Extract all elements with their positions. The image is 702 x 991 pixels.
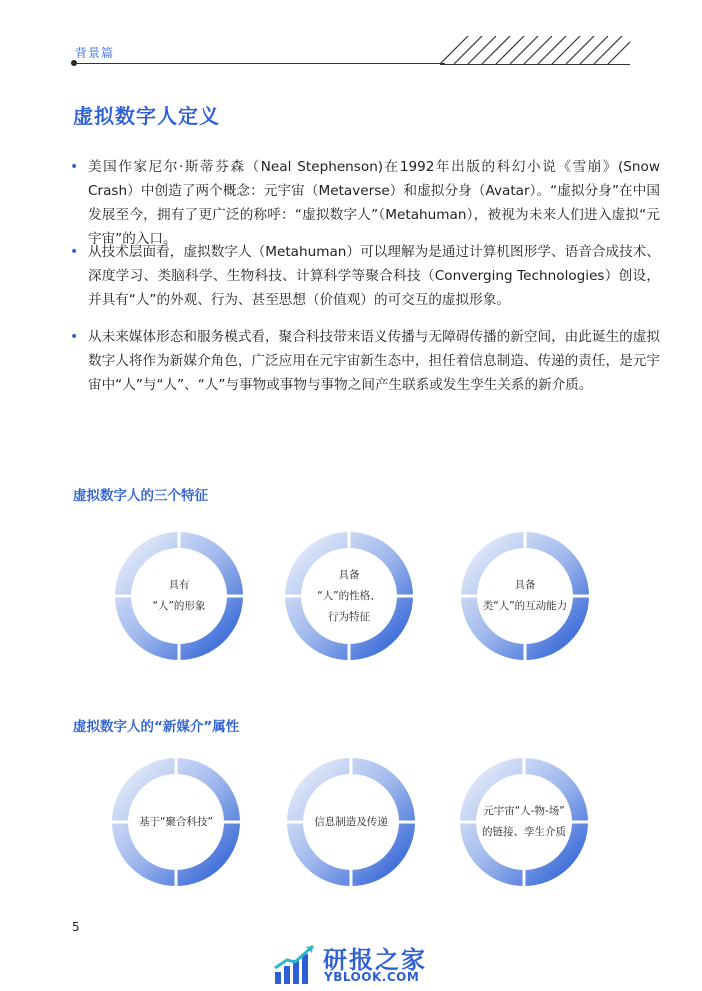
circle-label [133,550,225,642]
bullet-marker: • [70,244,79,260]
bullet-marker: • [70,329,79,345]
circle-line: 信息制造及传递 [314,815,388,828]
circle-line: 具备 [338,568,360,581]
bullet-marker: • [70,159,79,175]
paragraph-3 [70,325,660,397]
bar-chart-logo-icon [273,942,319,986]
header-rule [72,63,445,64]
watermark [273,940,453,986]
paragraph-2 [70,240,660,312]
page-title: 虚拟数字人定义 [73,104,220,128]
paragraph-text: 美国作家尼尔·斯蒂芬森（Neal Stephenson)在1992年出版的科幻小说《雪崩》(Snow Crash）中创造了两个概念：元宇宙（Metaverse）和虚拟分身（Avatar）。“虚拟分身”在中国发展至今，拥有了更广泛的称呼：“虚拟数字人”（Metahuman），被视为未来人们进入虚拟“元宇宙”的入口。 [88,159,660,247]
paragraph-text: 从未来媒体形态和服务模式看，聚合科技带来语义传播与无障碍传播的新空间，由此诞生的虚拟数字人将作为新媒介角色，广泛应用在元宇宙新生态中，担任着信息制造、传递的责任，是元宇宙中“人”与“人”、“人”与事物或事物与事物之间产生联系或发生孪生关系的新介质。 [88,329,660,393]
circle-line: 的链接、孪生介质 [482,826,566,838]
feature-circle-1 [113,530,245,662]
circle-label [303,550,395,642]
circle-line: 元宇宙“人-物-场” [483,805,565,817]
section-label: 背景篇 [75,46,115,60]
media-circle-3 [458,756,590,888]
circle-label [479,550,571,642]
header-stripes-decoration [440,36,640,66]
page-header [0,0,702,80]
paragraph-text: 从技术层面看，虚拟数字人（Metahuman）可以理解为是通过计算机图形学、语音合成技术、深度学习、类脑科学、生物科技、计算科学等聚合科技（Converging Technologies）创设，并具有“人”的外观、行为、甚至思想（价值观）的可交互的虚拟形象。 [88,244,660,308]
circle-line: “人”的形象 [152,600,206,612]
circle-label [130,776,222,868]
page-number: 5 [72,920,80,934]
circle-line: 具备 [514,579,536,591]
circle-label [305,776,397,868]
circle-line: 具有 [168,579,190,591]
circle-line: 基于“聚合科技” [139,815,213,828]
circle-label [478,776,570,868]
circle-line: “人”的性格、 [317,589,381,602]
paragraph-1 [70,155,660,251]
watermark-title: 研报之家 [323,946,427,974]
circle-line: 行为特征 [328,610,370,623]
feature-circle-2 [283,530,415,662]
circle-line: 类“人”的互动能力 [482,600,568,612]
media-circle-2 [285,756,417,888]
media-circle-1 [110,756,242,888]
watermark-url: YBLOOK.COM [324,970,420,984]
feature-circle-3 [459,530,591,662]
features-section-title: 虚拟数字人的三个特征 [73,488,208,504]
media-section-title: 虚拟数字人的“新媒介”属性 [73,719,240,735]
